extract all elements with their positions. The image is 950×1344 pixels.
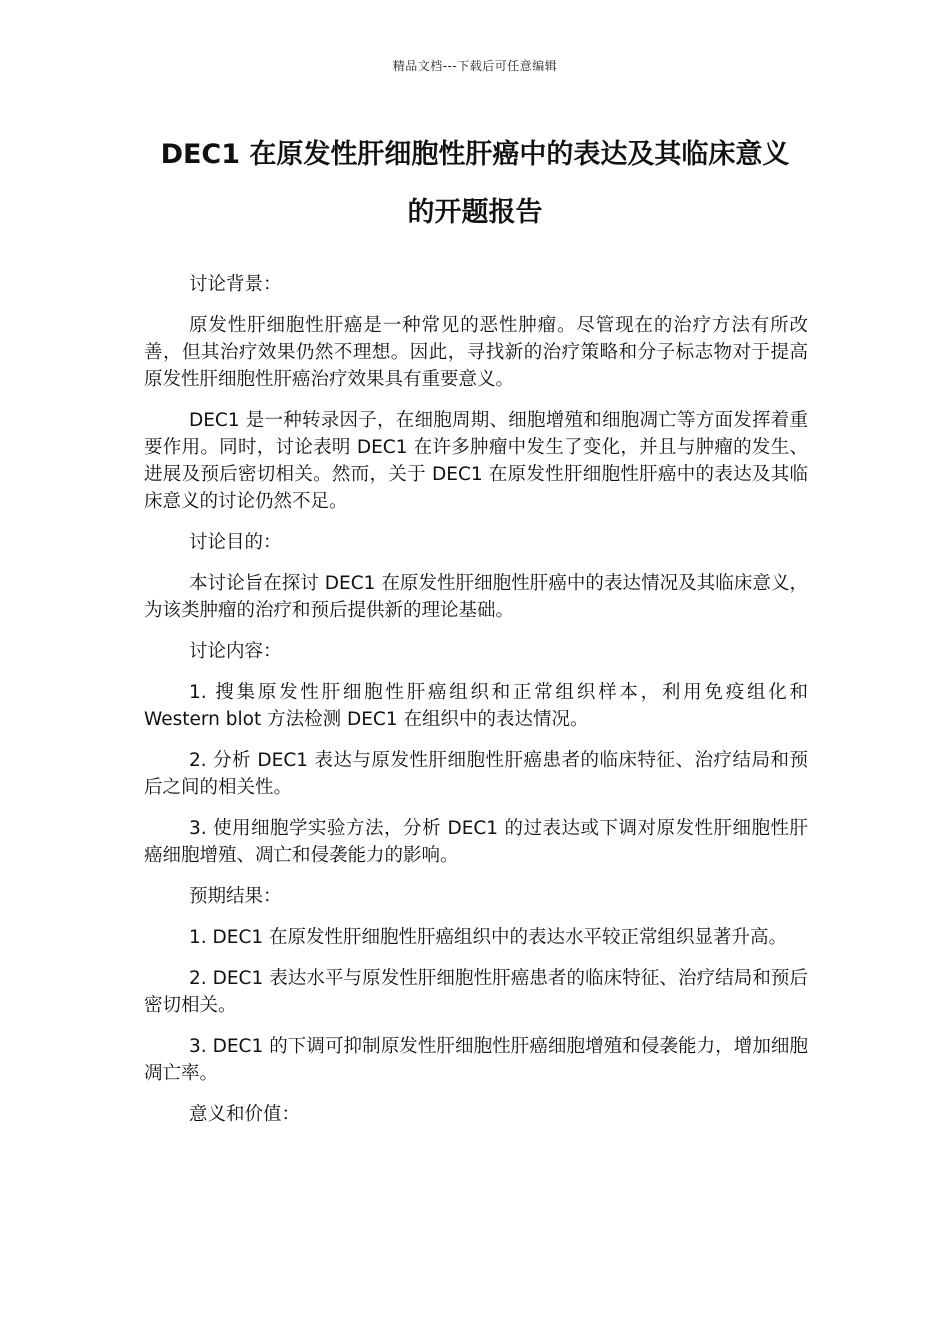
paragraph: 原发性肝细胞性肝癌是一种常见的恶性肿瘤。尽管现在的治疗方法有所改善，但其治疗效果仍然不理想。因此，寻找新的治疗策略和分子标志物对于提高原发性肝细胞性肝癌治疗效果具有重要意义。 <box>144 315 808 390</box>
list-item: 2. DEC1 表达水平与原发性肝细胞性肝癌患者的临床特征、治疗结局和预后密切相关。 <box>144 968 808 1016</box>
section-heading-expected-results: 预期结果： <box>189 886 282 907</box>
list-item: 3. DEC1 的下调可抑制原发性肝细胞性肝癌细胞增殖和侵袭能力，增加细胞凋亡率。 <box>144 1036 808 1084</box>
document-body <box>144 271 808 1142</box>
section-heading-purpose: 讨论目的： <box>189 532 282 553</box>
paragraph: 本讨论旨在探讨 DEC1 在原发性肝细胞性肝癌中的表达情况及其临床意义，为该类肿瘤的治疗和预后提供新的理论基础。 <box>144 573 808 621</box>
section-heading-background: 讨论背景： <box>189 274 282 295</box>
list-item: 2. 分析 DEC1 表达与原发性肝细胞性肝癌患者的临床特征、治疗结局和预后之间的相关性。 <box>144 750 808 798</box>
paragraph: DEC1 是一种转录因子，在细胞周期、细胞增殖和细胞凋亡等方面发挥着重要作用。同时，讨论表明 DEC1 在许多肿瘤中发生了变化，并且与肿瘤的发生、进展及预后密切相关。然而，关于 DEC1 在原发性肝细胞性肝癌中的表达及其临床意义的讨论仍然不足。 <box>144 410 808 512</box>
list-item: 1. 搜集原发性肝细胞性肝癌组织和正常组织样本，利用免疫组化和 Western blot 方法检测 DEC1 在组织中的表达情况。 <box>144 682 808 730</box>
document-title <box>120 126 830 242</box>
section-heading-content: 讨论内容： <box>189 641 282 662</box>
header-note: 精品文档---下载后可任意编辑 <box>392 59 558 73</box>
list-item: 3. 使用细胞学实验方法，分析 DEC1 的过表达或下调对原发性肝细胞性肝癌细胞增殖、凋亡和侵袭能力的影响。 <box>144 818 808 866</box>
list-item: 1. DEC1 在原发性肝细胞性肝癌组织中的表达水平较正常组织显著升高。 <box>189 927 788 948</box>
section-heading-significance: 意义和价值： <box>189 1104 301 1125</box>
title-line-1: DEC1 在原发性肝细胞性肝癌中的表达及其临床意义 <box>160 139 790 170</box>
title-line-2: 的开题报告 <box>407 197 543 228</box>
